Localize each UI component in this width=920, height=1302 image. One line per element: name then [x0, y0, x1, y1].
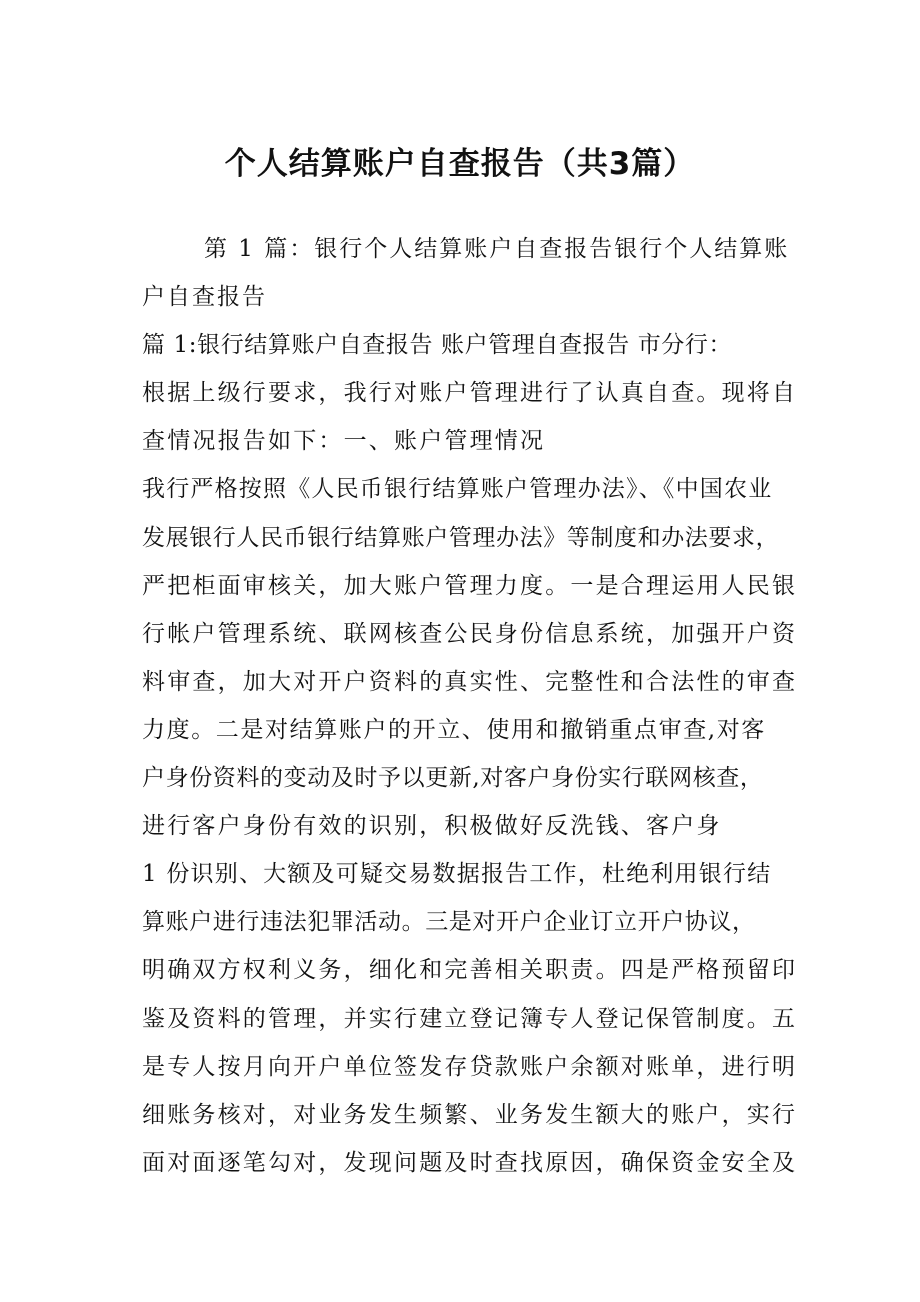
document-body [142, 225, 802, 1187]
text-line: 明确双方权利义务，细化和完善相关职责。四是严格预留印 [142, 957, 798, 984]
text-line: 料审查，加大对开户资料的真实性、完整性和合法性的审查 [142, 668, 798, 695]
text-line: 户自查报告 [142, 284, 267, 311]
text-line: 鉴及资料的管理，并实行建立登记簿专人登记保管制度。五 [142, 1005, 798, 1032]
text-line: 算账户进行违法犯罪活动。三是对开户企业订立开户协议， [142, 909, 756, 936]
text-line: 细账务核对，对业务发生频繁、业务发生额大的账户，实行 [142, 1101, 798, 1128]
text-line: 户身份资料的变动及时予以更新,对客户身份实行联网核查， [142, 765, 764, 792]
text-line: 是专人按月向开户单位签发存贷款账户余额对账单，进行明 [142, 1053, 798, 1080]
document-title: 个人结算账户自查报告（共3篇） [224, 146, 696, 182]
text-line: 第 1 篇：银行个人结算账户自查报告银行个人结算账 [204, 236, 790, 262]
text-line: 面对面逐笔勾对，发现问题及时查找原因，确保资金安全及 [142, 1149, 798, 1176]
text-line: 根据上级行要求，我行对账户管理进行了认真自查。现将自 [142, 380, 798, 407]
text-line: 进行客户身份有效的识别，积极做好反洗钱、客户身 [142, 813, 722, 840]
text-line: 篇 1:银行结算账户自查报告 账户管理自查报告 市分行： [142, 332, 733, 359]
text-line: 发展银行人民币银行结算账户管理办法》等制度和办法要求， [142, 524, 780, 551]
text-line: 查情况报告如下：一、账户管理情况 [142, 428, 546, 455]
text-line: 1 份识别、大额及可疑交易数据报告工作，杜绝利用银行结 [142, 861, 772, 888]
text-line: 我行严格按照《人民币银行结算账户管理办法》、《中国农业 [142, 476, 773, 503]
text-line: 严把柜面审核关，加大账户管理力度。一是合理运用人民银 [142, 572, 798, 599]
text-line: 行帐户管理系统、联网核查公民身份信息系统，加强开户资 [142, 620, 798, 647]
text-line: 力度。二是对结算账户的开立、使用和撤销重点审查,对客 [142, 716, 766, 743]
